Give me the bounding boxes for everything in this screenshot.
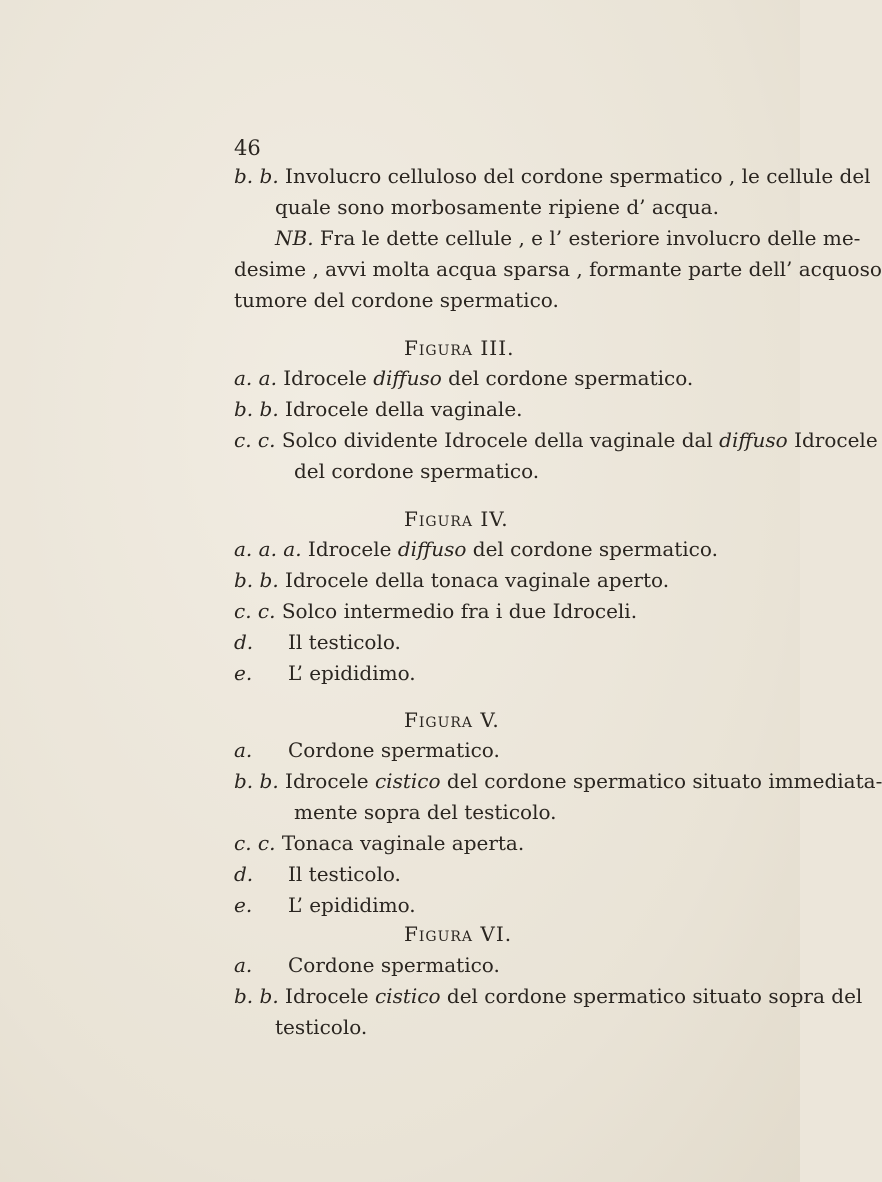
list-item: c. c. Solco intermedio fra i due Idroceli. bbox=[234, 599, 638, 623]
text-line: tumore del cordone spermatico. bbox=[234, 288, 559, 312]
list-item: d. Il testicolo. bbox=[234, 862, 401, 886]
item-text: Involucro celluloso del cordone spermatico , le cellule del bbox=[285, 164, 871, 188]
list-item: a. Cordone spermatico. bbox=[234, 738, 500, 762]
list-item: a. a. a. Idrocele diffuso del cordone spermatico. bbox=[234, 537, 718, 561]
list-item-continuation: del cordone spermatico. bbox=[294, 459, 540, 483]
figure-heading: Figura V. bbox=[404, 708, 500, 732]
list-item: d. Il testicolo. bbox=[234, 630, 401, 654]
list-item: a. Cordone spermatico. bbox=[234, 953, 500, 977]
list-item: c. c. Solco dividente Idrocele della vaginale dal diffuso Idrocele bbox=[234, 428, 878, 452]
nb-label: NB. bbox=[275, 226, 314, 250]
text-line bbox=[234, 164, 871, 188]
page-number: 46 bbox=[234, 136, 261, 160]
list-item-continuation: mente sopra del testicolo. bbox=[294, 800, 557, 824]
item-text: Fra le dette cellule , e l’ esteriore involucro delle me- bbox=[319, 226, 861, 250]
list-item: a. a. Idrocele diffuso del cordone spermatico. bbox=[234, 366, 694, 390]
list-item: c. c. Tonaca vaginale aperta. bbox=[234, 831, 525, 855]
text-line bbox=[275, 226, 860, 250]
text-line: quale sono morbosamente ripiene d’ acqua. bbox=[275, 195, 719, 219]
list-item-continuation: testicolo. bbox=[275, 1015, 368, 1039]
figure-heading: Figura VI. bbox=[404, 922, 513, 946]
list-item: b. b. Idrocele cistico del cordone spermatico situato sopra del bbox=[234, 984, 863, 1008]
list-item: e. L’ epididimo. bbox=[234, 661, 416, 685]
list-item: b. b. Idrocele della vaginale. bbox=[234, 397, 523, 421]
figure-heading: Figura III. bbox=[404, 336, 515, 360]
item-label: b. b. bbox=[234, 164, 279, 188]
list-item: b. b. Idrocele della tonaca vaginale aperto. bbox=[234, 568, 670, 592]
list-item: e. L’ epididimo. bbox=[234, 893, 416, 917]
figure-heading: Figura IV. bbox=[404, 507, 509, 531]
list-item: b. b. Idrocele cistico del cordone spermatico situato immediata- bbox=[234, 769, 882, 793]
text-line: desime , avvi molta acqua sparsa , formante parte dell’ acquoso bbox=[234, 257, 882, 281]
